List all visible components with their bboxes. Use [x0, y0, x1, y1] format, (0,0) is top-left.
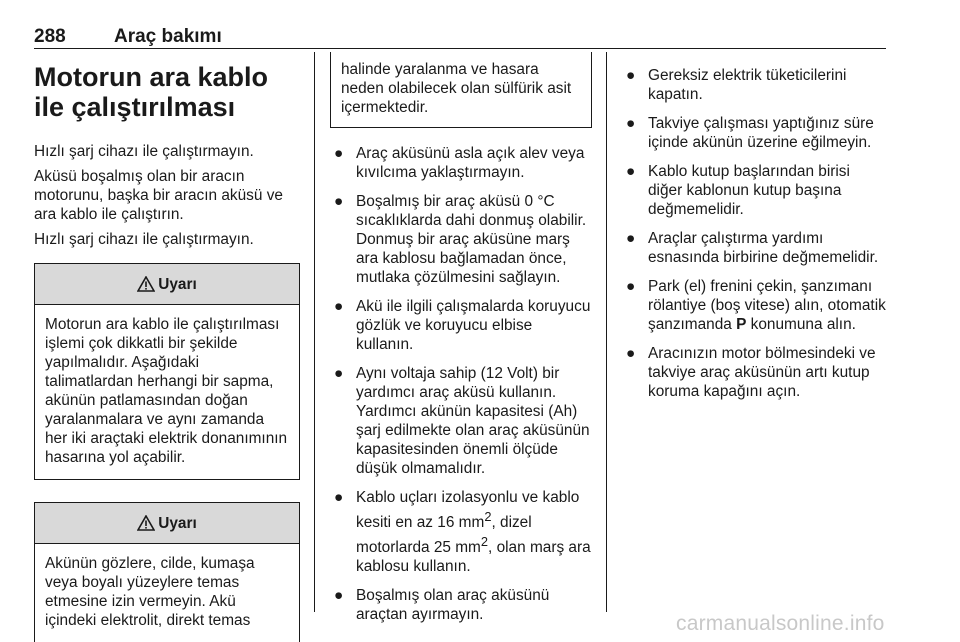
bullet-icon: ● — [334, 145, 344, 162]
bullet-icon: ● — [334, 489, 344, 506]
list-item: ● Boşalmış olan araç aküsünü araçtan ayırmayın. — [334, 587, 550, 624]
bullet-icon: ● — [626, 67, 636, 84]
list-item: ● Aynı voltaja sahip (12 Volt) bir yardımcı araç aküsü kullanın. Yardımcı akünün kapasitesi (Ah) şarj edilmekte olan araç aküsünün kapasitesinden önemli ölçüde düşük olmamalıdır. — [334, 365, 590, 477]
column-3 — [622, 62, 887, 411]
warning-triangle-icon — [137, 515, 155, 531]
watermark-link[interactable]: carmanualsonline.info — [676, 612, 885, 635]
bullet-icon: ● — [334, 587, 344, 605]
warning-label: Uyarı — [158, 514, 197, 532]
warning-label: Uyarı — [158, 275, 197, 293]
bullet-icon: ● — [626, 278, 636, 295]
section-title: Araç bakımı — [114, 26, 222, 47]
warning-triangle-icon — [137, 276, 155, 292]
bullet-icon: ● — [334, 298, 344, 315]
page-header — [34, 22, 886, 52]
list-item: ● Araçlar çalıştırma yardımı esnasında birbirine değmemelidir. — [626, 230, 879, 266]
page-number: 288 — [34, 26, 66, 47]
warning-header — [35, 264, 299, 305]
list-item: ● Araç aküsünü asla açık alev veya kıvılcıma yaklaştırmayın. — [334, 145, 585, 181]
warning-header — [35, 503, 299, 544]
bullet-icon: ● — [334, 365, 344, 382]
warning-text: Akünün gözlere, cilde, kumaşa veya boyalı yüzeylere temas etmesine izin vermeyin. Akü içindeki elektrolit, direkt temas — [45, 555, 255, 629]
column-divider-1 — [314, 52, 315, 612]
list-item: ● Aracınızın motor bölmesindeki ve takviye araç aküsünün artı kutup koruma kapağını açın. — [626, 345, 876, 400]
main-title: Motorun ara kablo ile çalıştırılması — [34, 62, 269, 122]
list-item: ● Takviye çalışması yaptığınız süre içinde akünün üzerine eğilmeyin. — [626, 115, 874, 151]
bullet-icon: ● — [626, 345, 636, 362]
list-item: ● Park (el) frenini çekin, şanzımanı rölantiye (boş vitese) alın, otomatik şanzımanda P konumuna alın. — [626, 278, 886, 333]
column-2 — [330, 62, 592, 634]
paragraph: Aküsü boşalmış olan bir aracın motorunu, başka bir aracın aküsü ve ara kablo ile çalıştırın. — [34, 168, 283, 223]
bullet-icon: ● — [334, 193, 344, 210]
bullet-icon: ● — [626, 115, 636, 132]
list-item: ● Kablo uçları izolasyonlu ve kablo kesiti en az 16 $mm^2$, dizel motorlarda 25 $mm^2$, olan marş ara kablosu kullanın. — [334, 489, 591, 576]
warning-box-2 — [34, 502, 300, 642]
column-1 — [34, 62, 300, 642]
paragraph: Hızlı şarj cihazı ile çalıştırmayın. — [34, 231, 254, 248]
paragraph: Hızlı şarj cihazı ile çalıştırmayın. — [34, 143, 254, 160]
list-item: ● Gereksiz elektrik tüketicilerini kapatın. — [626, 67, 847, 103]
warning-box-1 — [34, 263, 300, 480]
column-divider-2 — [606, 52, 607, 612]
warning-text: Motorun ara kablo ile çalıştırılması işlemi çok dikkatli bir şekilde yapılmalıdır. Aşağıdaki talimatlardan herhangi bir sapma, akünün patlamasından doğan yaralanmalara ve aynı zamanda her iki araçtaki elektrik donanımının hasarına yol açabilir. — [45, 316, 288, 466]
bullet-icon: ● — [626, 230, 636, 247]
bullet-list — [622, 66, 887, 401]
list-item: ● Akü ile ilgili çalışmalarda koruyucu gözlük ve koruyucu elbise kullanın. — [334, 298, 591, 353]
header-rule — [34, 48, 886, 49]
bullet-list — [330, 144, 592, 624]
warning-box-continuation: halinde yaralanma ve hasara neden olabilecek olan sülfürik asit içermektedir. — [330, 52, 592, 128]
list-item: ● Boşalmış bir araç aküsü 0 °C sıcaklıklarda dahi donmuş olabilir. Donmuş bir araç aküsüne marş ara kablosu bağlamadan önce, mutlaka çözülmesini sağlayın. — [334, 193, 587, 286]
list-item: ● Kablo kutup başlarından birisi diğer kablonun kutup başına değmemelidir. — [626, 163, 850, 218]
bullet-icon: ● — [626, 163, 636, 180]
